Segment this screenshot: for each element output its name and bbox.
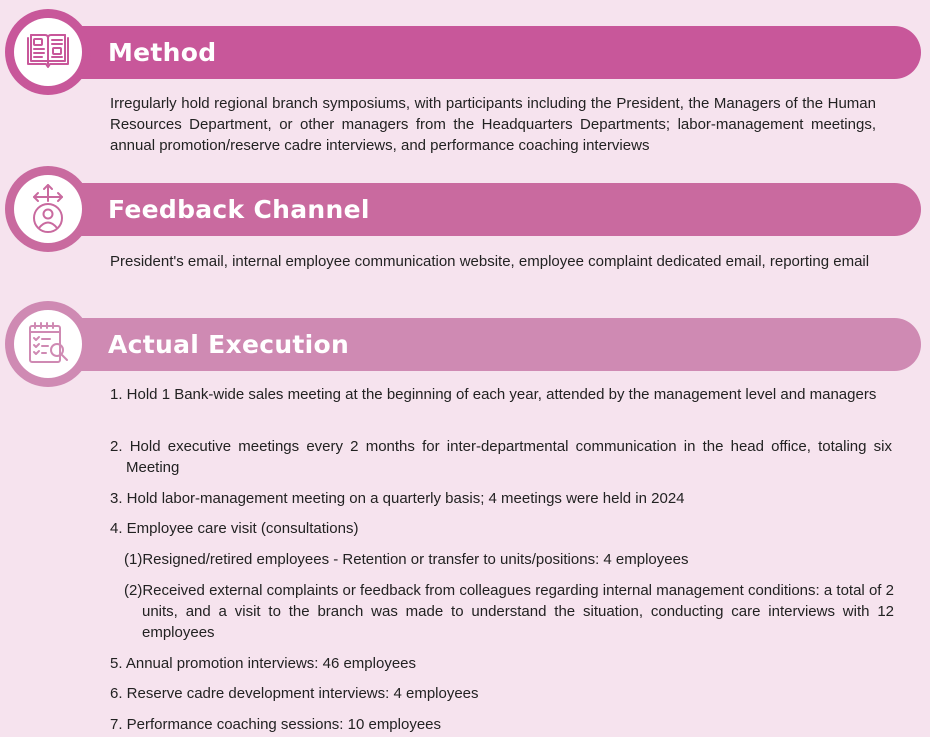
list-item: 2. Hold executive meetings every 2 months for inter-departmental communication in the head office, totaling six Meeting — [110, 438, 892, 476]
method-banner — [40, 26, 921, 79]
person-directions-icon — [14, 175, 82, 243]
feedback-text: President's email, internal employee communication website, employee complaint dedicated email, reporting email — [110, 253, 870, 270]
sub-list-item: (2)Received external complaints or feedback from colleagues regarding internal management conditions: a total of 2 units, and a visit to the branch was made to understand the situation, conducting care interviews with 12 employees — [124, 582, 894, 641]
feedback-icon-ring — [5, 166, 91, 252]
feedback-section — [0, 170, 930, 300]
method-title: Method — [108, 38, 217, 67]
list-item: 5. Annual promotion interviews: 46 employees — [110, 655, 417, 672]
list-item: 4. Employee care visit (consultations) — [110, 520, 359, 537]
list-item: 3. Hold labor-management meeting on a quarterly basis; 4 meetings were held in 2024 — [110, 490, 685, 507]
method-section — [0, 0, 930, 160]
feedback-title: Feedback Channel — [108, 195, 370, 224]
list-item: 1. Hold 1 Bank-wide sales meeting at the beginning of each year, attended by the management level and managers — [110, 386, 877, 403]
execution-title: Actual Execution — [108, 330, 350, 359]
method-text: Irregularly hold regional branch symposiums, with participants including the President, the Managers of the Human Resources Department, or other managers from the Headquarters Departments; labor-management meetings, annual promotion/reserve cadre interviews, and performance coaching interviews — [110, 95, 876, 154]
checklist-search-icon — [14, 310, 82, 378]
sub-list-item: (1)Resigned/retired employees - Retention or transfer to units/positions: 4 employees — [124, 551, 689, 568]
execution-icon-ring — [5, 301, 91, 387]
list-item: 6. Reserve cadre development interviews: 4 employees — [110, 685, 479, 702]
list-item: 7. Performance coaching sessions: 10 employees — [110, 716, 442, 733]
method-icon-ring — [5, 9, 91, 95]
execution-banner — [40, 318, 921, 371]
open-book-icon — [14, 18, 82, 86]
execution-section — [0, 300, 930, 737]
feedback-banner — [40, 183, 921, 236]
